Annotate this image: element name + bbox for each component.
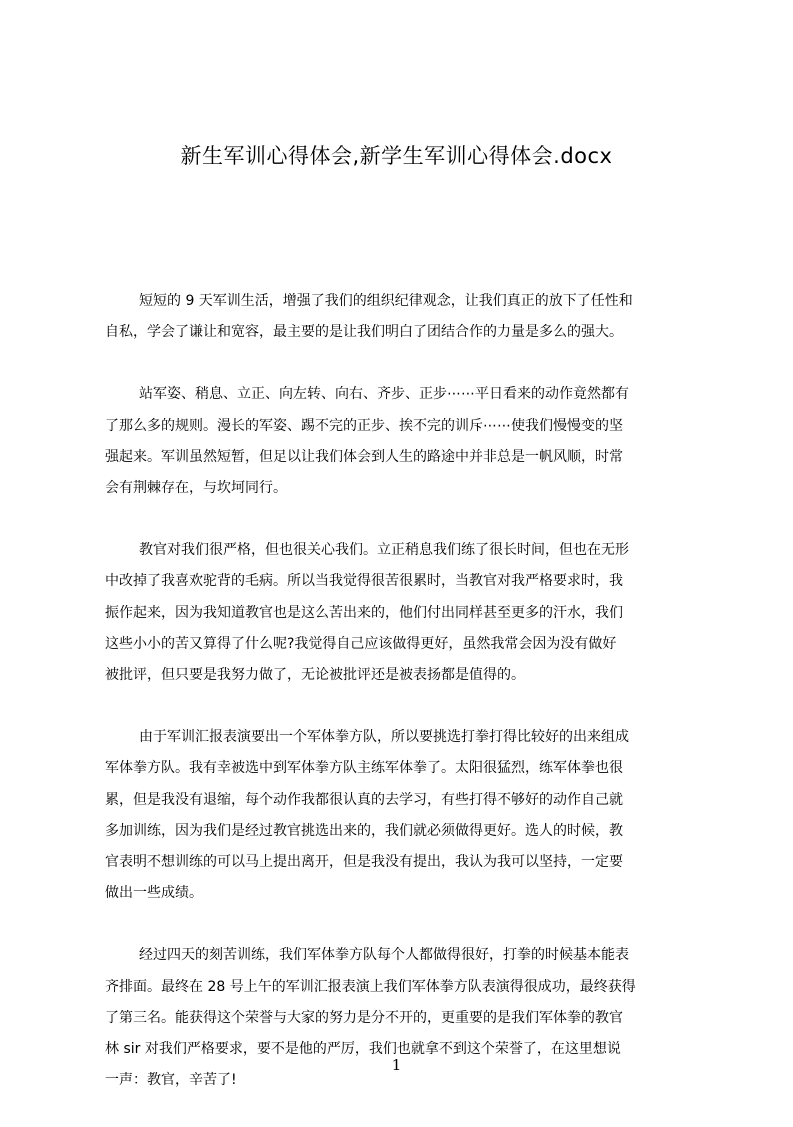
paragraph	[105, 722, 699, 909]
paragraph-line: 被批评，但只要是我努力做了，无论被批评还是被表扬都是值得的。	[105, 667, 525, 684]
paragraph-line: 齐排面。最终在 28 号上午的军训汇报表演上我们军体拳方队表演得很成功，最终获得	[105, 978, 636, 995]
paragraph-line: 振作起来，因为我知道教官也是这么苦出来的，他们付出同样甚至更多的汗水，我们	[105, 604, 623, 621]
paragraph	[105, 379, 699, 504]
paragraph-line: 会有荆棘存在，与坎坷同行。	[105, 480, 287, 497]
paragraph-line: 站军姿、稍息、立正、向左转、向右、齐步、正步⋯⋯平日看来的动作竟然都有	[139, 386, 629, 403]
paragraph-line: 官表明不想训练的可以马上提出离开，但是我没有提出，我认为我可以坚持，一定要	[105, 854, 623, 871]
paragraph	[105, 535, 699, 691]
paragraph-line: 自私，学会了谦让和宽容，最主要的是让我们明白了团结合作的力量是多么的强大。	[105, 324, 623, 341]
paragraph-line: 中改掉了我喜欢驼背的毛病。所以当我觉得很苦很累时，当教官对我严格要求时，我	[105, 573, 623, 590]
paragraph-line: 累，但是我没有退缩，每个动作我都很认真的去学习，有些打得不够好的动作自己就	[105, 791, 623, 808]
paragraph-line: 了那么多的规则。漫长的军姿、踢不完的正步、挨不完的训斥⋯⋯使我们慢慢变的坚	[105, 417, 623, 434]
paragraph-line: 这些小小的苦又算得了什么呢?我觉得自己应该做得更好，虽然我常会因为没有做好	[105, 635, 617, 652]
paragraph-line: 短短的 9 天军训生活，增强了我们的组织纪律观念，让我们真正的放下了任性和	[139, 293, 633, 309]
document-title: 新生军训心得体会,新学生军训心得体会.docx	[180, 144, 613, 168]
paragraph-line: 经过四天的刻苦训练，我们军体拳方队每个人都做得很好，打拳的时候基本能表	[139, 947, 629, 964]
paragraph-line: 林 sir 对我们严格要求，要不是他的严厉，我们也就拿不到这个荣誉了，在这里想说	[105, 1041, 621, 1058]
paragraph-line: 强起来。军训虽然短暂，但足以让我们体会到人生的路途中并非总是一帆风顺，时常	[105, 448, 623, 465]
paragraph-line: 一声：教官，辛苦了!	[105, 1072, 237, 1089]
paragraph	[105, 286, 699, 348]
paragraph-line: 了第三名。能获得这个荣誉与大家的努力是分不开的，更重要的是我们军体拳的教官	[105, 1009, 623, 1026]
paragraph-line: 做出一些成绩。	[105, 885, 203, 902]
paragraph-line: 教官对我们很严格，但也很关心我们。立正稍息我们练了很长时间，但也在无形	[139, 542, 629, 559]
paragraph-line: 由于军训汇报表演要出一个军体拳方队，所以要挑选打拳打得比较好的出来组成	[139, 729, 629, 746]
page-number: 1	[391, 1056, 402, 1074]
document-body	[105, 286, 699, 1127]
paragraph-line: 多加训练，因为我们是经过教官挑选出来的，我们就必须做得更好。选人的时候，教	[105, 822, 623, 839]
paragraph-line: 军体拳方队。我有幸被选中到军体拳方队主练军体拳了。太阳很猛烈，练军体拳也很	[105, 760, 623, 777]
